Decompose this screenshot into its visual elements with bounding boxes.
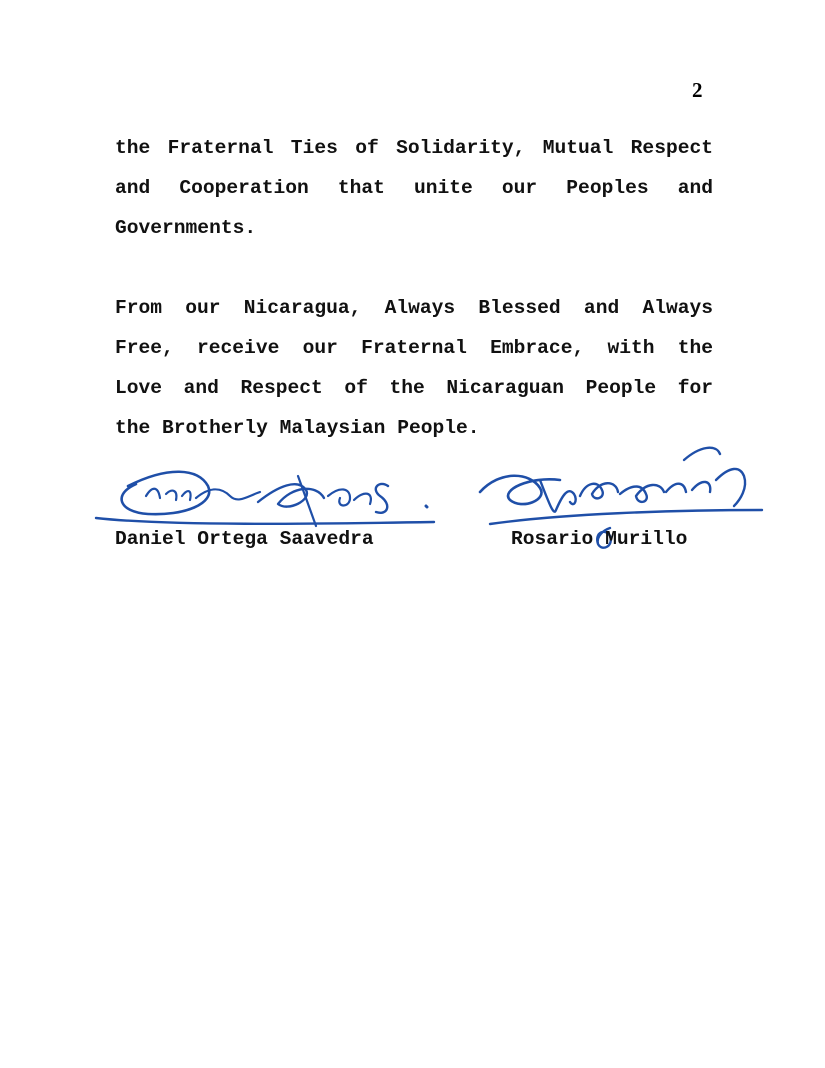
paragraph-embrace	[115, 288, 713, 448]
paragraph-line: From our Nicaragua, Always Blessed and Always	[115, 297, 713, 319]
paragraph-line: Governments.	[115, 217, 257, 239]
paragraph-line: Free, receive our Fraternal Embrace, with the	[115, 337, 713, 359]
paragraph-line: and Cooperation that unite our Peoples and	[115, 177, 713, 199]
paragraph-line: the Fraternal Ties of Solidarity, Mutual Respect	[115, 137, 713, 159]
signature-murillo	[470, 436, 770, 574]
page-number: 2	[692, 78, 703, 102]
paragraph-line: the Brotherly Malaysian People.	[115, 417, 480, 439]
paragraph-closing-ties	[115, 128, 713, 248]
signatory-name-ortega: Daniel Ortega Saavedra	[115, 528, 374, 550]
signature-ortega	[88, 456, 448, 536]
signatory-name-murillo: Rosario Murillo	[511, 528, 688, 550]
paragraph-line: Love and Respect of the Nicaraguan People for	[115, 377, 713, 399]
